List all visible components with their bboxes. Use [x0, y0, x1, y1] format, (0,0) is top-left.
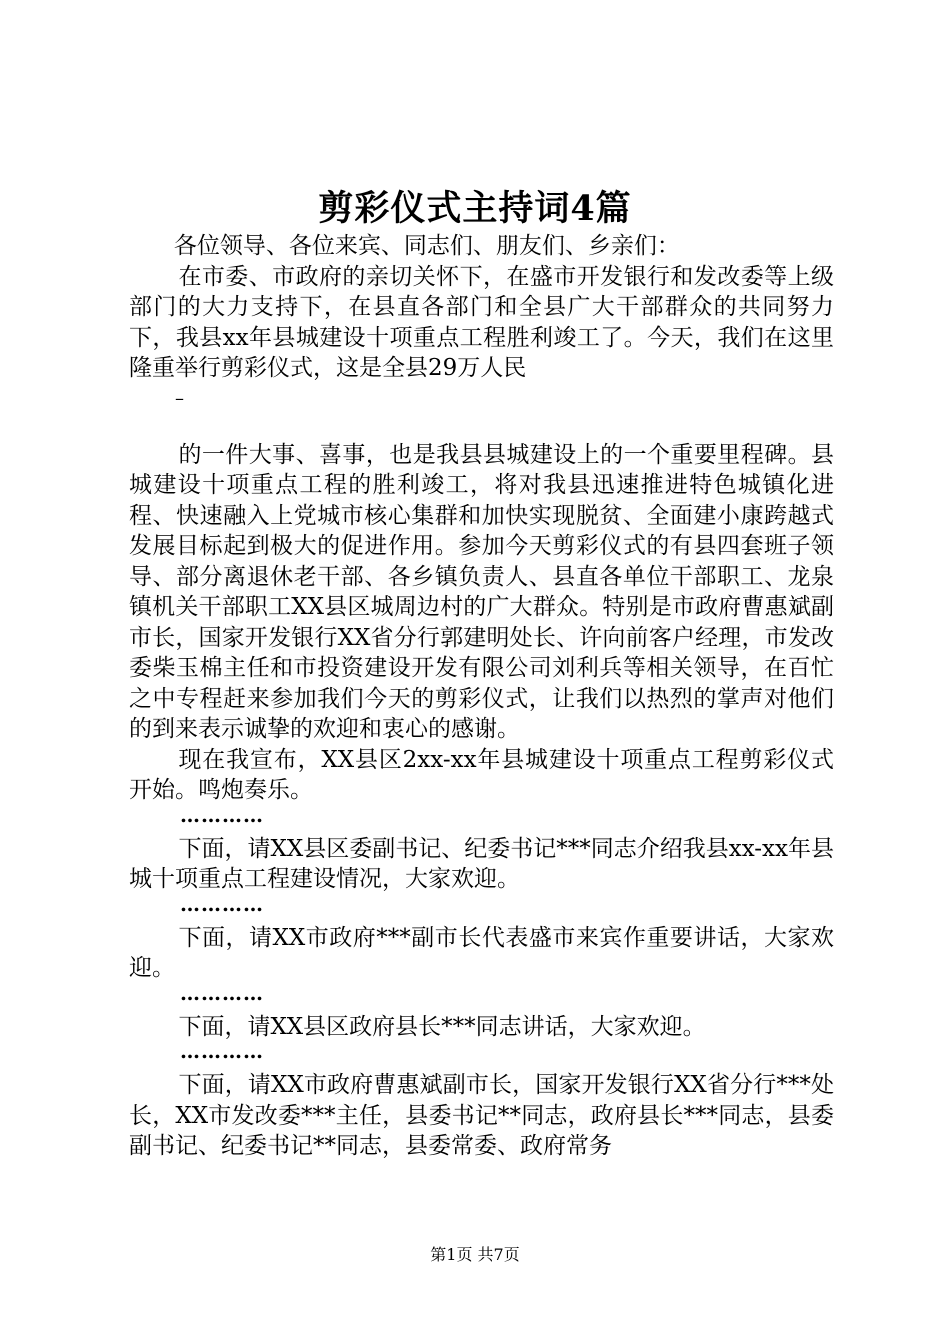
paragraph-vice-mayor-speech: 下面，请XX市政府***副市长代表盛市来宾作重要讲话，大家欢迎。 [129, 924, 834, 981]
document-body [129, 231, 834, 1162]
ellipsis-separator: ………… [180, 980, 264, 1005]
ellipsis-separator: ………… [180, 1039, 264, 1063]
salutation: 各位领导、各位来宾、同志们、朋友们、乡亲们： [173, 233, 680, 259]
ellipsis-separator: ………… [180, 891, 264, 916]
paragraph-opening: 在市委、市政府的亲切关怀下，在盛市开发银行和发改委等上级部门的大力支持下，在县直各部门和全县广大干部群众的共同努力下，我县xx年县城建设十项重点工程胜利竣工了。今天，我们在这里隆重举行剪彩仪式，这是全县29万人民 [129, 263, 834, 381]
paragraph-introduction: 下面，请XX县区委副书记、纪委书记***同志介绍我县xx-xx年县城十项重点工程建设情况，大家欢迎。 [129, 835, 834, 892]
paragraph-ribbon-cutting-guests: 下面，请XX市政府曹惠斌副市长，国家开发银行XX省分行***处长，XX市发改委***主任，县委书记**同志，政府县长***同志，县委副书记、纪委书记**同志，县委常委、政府常务 [129, 1072, 834, 1159]
page-break-mark: – [175, 387, 184, 409]
paragraph-county-head-speech: 下面，请XX县区政府县长***同志讲话，大家欢迎。 [178, 1013, 706, 1040]
paragraph-announcement: 现在我宣布，XX县区2xx-xx年县城建设十项重点工程剪彩仪式开始。鸣炮奏乐。 [129, 746, 834, 803]
ellipsis-separator: ………… [180, 802, 264, 827]
paragraph-significance: 的一件大事、喜事，也是我县县城建设上的一个重要里程碑。县城建设十项重点工程的胜利竣工，将对我县迅速推进特色城镇化进程、快速融入上党城市核心集群和加快实现脱贫、全面建小康跨越式发展目标起到极大的促进作用。参加今天剪彩仪式的有县四套班子领导、部分离退休老干部、各乡镇负责人、县直各单位干部职工、龙泉镇机关干部职工XX县区城周边村的广大群众。特别是市政府曹惠斌副市长，国家开发银行XX省分行郭建明处长、许向前客户经理，市发改委柴玉棉主任和市投资建设开发有限公司刘利兵等相关领导，在百忙之中专程赶来参加我们今天的剪彩仪式，让我们以热烈的掌声对他们的到来表示诚挚的欢迎和衷心的感谢。 [129, 441, 834, 742]
page-number-footer: 第1页 共7页 [430, 1245, 520, 1264]
spacer [129, 414, 834, 440]
document-title: 剪彩仪式主持词4篇 [318, 188, 632, 229]
